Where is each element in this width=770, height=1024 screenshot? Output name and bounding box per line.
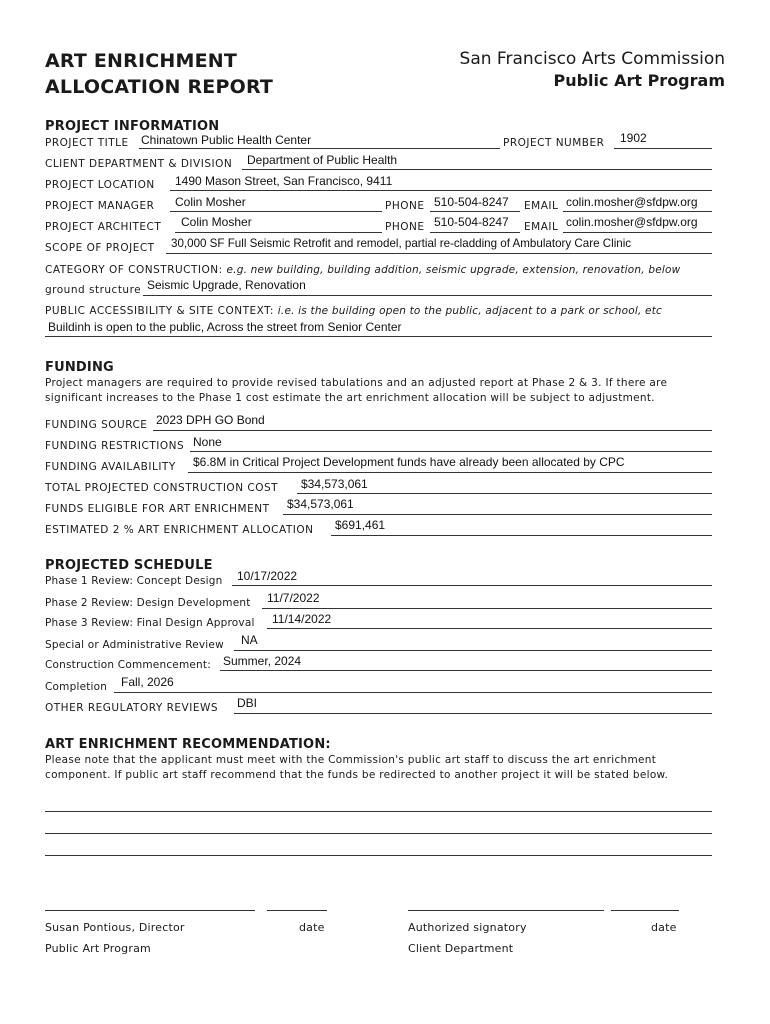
architect-email-label: EMAIL	[524, 221, 559, 233]
funding-source-field[interactable]: 2023 DPH GO Bond	[156, 413, 265, 427]
phase3-label: Phase 3 Review: Final Design Approval	[45, 617, 255, 629]
phase3-line	[267, 628, 712, 629]
project-number-line	[614, 148, 712, 149]
other-reviews-field[interactable]: DBI	[237, 696, 258, 710]
total-cost-field[interactable]: $34,573,061	[301, 477, 368, 491]
funding-availability-field[interactable]: $6.8M in Critical Project Development funds have already been allocated by CPC	[193, 455, 625, 469]
project-number-label: PROJECT NUMBER	[503, 137, 605, 149]
manager-email-label: EMAIL	[524, 200, 559, 212]
phase2-field[interactable]: 11/7/2022	[267, 591, 320, 605]
signatory-date-label: date	[651, 921, 677, 934]
phase1-label: Phase 1 Review: Concept Design	[45, 575, 223, 587]
accessibility-label-text: PUBLIC ACCESSIBILITY & SITE CONTEXT:	[45, 305, 274, 317]
manager-phone-label: PHONE	[385, 200, 425, 212]
accessibility-field[interactable]: Buildinh is open to the public, Across the street from Senior Center	[48, 320, 402, 334]
scope-label: SCOPE OF PROJECT	[45, 242, 155, 254]
funding-note-line2: significant increases to the Phase 1 cost estimate the art enrichment allocation will be subject to adjustment.	[45, 391, 655, 404]
category-label-continued: ground structure	[45, 284, 142, 296]
funding-restrictions-line	[190, 451, 712, 452]
funding-restrictions-field[interactable]: None	[193, 435, 222, 449]
estimated-allocation-label: ESTIMATED 2 % ART ENRICHMENT ALLOCATION	[45, 524, 314, 536]
recommendation-note-line1: Please note that the applicant must meet with the Commission's public art staff to discuss the art enrichment	[45, 754, 657, 766]
other-reviews-label: OTHER REGULATORY REVIEWS	[45, 702, 218, 714]
project-location-line	[170, 190, 712, 191]
project-location-label: PROJECT LOCATION	[45, 179, 155, 191]
recommendation-line-1[interactable]	[45, 811, 712, 812]
completion-label: Completion	[45, 681, 108, 693]
eligible-funds-field[interactable]: $34,573,061	[287, 497, 354, 511]
estimated-allocation-field[interactable]: $691,461	[335, 518, 386, 532]
manager-email-line	[563, 211, 712, 212]
funding-availability-line	[188, 472, 712, 473]
funding-note	[45, 376, 667, 405]
project-architect-field[interactable]: Colin Mosher	[181, 215, 252, 229]
accessibility-label	[45, 305, 662, 317]
project-number-field[interactable]: 1902	[620, 131, 647, 145]
project-title-line	[139, 148, 500, 149]
special-review-line	[234, 650, 712, 651]
eligible-funds-label: FUNDS ELIGIBLE FOR ART ENRICHMENT	[45, 503, 270, 515]
other-reviews-line	[234, 713, 712, 714]
special-review-field[interactable]: NA	[241, 633, 258, 647]
category-line	[143, 295, 712, 296]
client-department-label: CLIENT DEPARTMENT & DIVISION	[45, 158, 233, 170]
signatory-department: Client Department	[408, 942, 514, 955]
phase2-label: Phase 2 Review: Design Development	[45, 597, 251, 609]
total-cost-line	[297, 493, 712, 494]
eligible-funds-line	[283, 514, 712, 515]
director-name: Susan Pontious, Director	[45, 921, 185, 934]
accessibility-hint: i.e. is the building open to the public, adjacent to a park or school, etc	[277, 305, 662, 317]
manager-phone-line	[430, 211, 520, 212]
funding-note-line1: Project managers are required to provide revised tabulations and an adjusted report at Phase 2 & 3. If there are	[45, 377, 668, 389]
total-cost-label: TOTAL PROJECTED CONSTRUCTION COST	[45, 482, 279, 494]
report-title-line2: ALLOCATION REPORT	[45, 76, 274, 98]
accessibility-line	[45, 336, 712, 337]
director-program: Public Art Program	[45, 942, 151, 955]
report-title	[45, 48, 273, 100]
phase1-field[interactable]: 10/17/2022	[237, 569, 298, 583]
architect-email-line	[563, 232, 712, 233]
program-name: Public Art Program	[553, 71, 725, 90]
client-department-field[interactable]: Department of Public Health	[247, 153, 398, 167]
architect-phone-line	[430, 232, 520, 233]
category-field[interactable]: Seismic Upgrade, Renovation	[147, 278, 306, 292]
project-architect-line	[175, 232, 382, 233]
schedule-heading: PROJECTED SCHEDULE	[45, 558, 213, 573]
project-manager-field[interactable]: Colin Mosher	[175, 195, 246, 209]
architect-email-field[interactable]: colin.mosher@sfdpw.org	[566, 215, 698, 229]
funding-heading: FUNDING	[45, 360, 114, 375]
project-manager-line	[170, 211, 382, 212]
estimated-allocation-line	[331, 535, 712, 536]
project-title-label: PROJECT TITLE	[45, 137, 129, 149]
scope-field[interactable]: 30,000 SF Full Seismic Retrofit and remodel, partial re-cladding of Ambulatory Care Clinic	[171, 237, 632, 250]
signatory-date-line[interactable]	[611, 910, 679, 911]
special-review-label: Special or Administrative Review	[45, 639, 224, 651]
project-information-heading: PROJECT INFORMATION	[45, 119, 220, 134]
report-title-line1: ART ENRICHMENT	[45, 50, 238, 72]
project-manager-label: PROJECT MANAGER	[45, 200, 155, 212]
director-date-label: date	[299, 921, 325, 934]
funding-source-label: FUNDING SOURCE	[45, 419, 148, 431]
phase1-line	[232, 585, 712, 586]
project-title-field[interactable]: Chinatown Public Health Center	[141, 133, 312, 147]
funding-restrictions-label: FUNDING RESTRICTIONS	[45, 440, 185, 452]
architect-phone-field[interactable]: 510-504-8247	[434, 215, 509, 229]
completion-field[interactable]: Fall, 2026	[121, 675, 174, 689]
category-label-text: CATEGORY OF CONSTRUCTION:	[45, 264, 223, 276]
category-label	[45, 264, 680, 276]
organization-header	[460, 48, 725, 92]
funding-source-line	[153, 430, 712, 431]
scope-line	[166, 253, 712, 254]
director-date-line[interactable]	[267, 910, 327, 911]
manager-email-field[interactable]: colin.mosher@sfdpw.org	[566, 195, 698, 209]
recommendation-heading: ART ENRICHMENT RECOMMENDATION:	[45, 737, 331, 752]
project-architect-label: PROJECT ARCHITECT	[45, 221, 162, 233]
recommendation-line-3[interactable]	[45, 855, 712, 856]
category-hint: e.g. new building, building addition, seismic upgrade, extension, renovation, below	[226, 264, 681, 276]
project-location-field[interactable]: 1490 Mason Street, San Francisco, 9411	[175, 174, 393, 188]
manager-phone-field[interactable]: 510-504-8247	[434, 195, 509, 209]
signatory-signature-line[interactable]	[408, 910, 604, 911]
director-signature-line[interactable]	[45, 910, 255, 911]
construction-commencement-field[interactable]: Summer, 2024	[223, 654, 302, 668]
signatory-title: Authorized signatory	[408, 921, 527, 934]
completion-line	[114, 692, 712, 693]
phase2-line	[262, 608, 712, 609]
construction-commencement-label: Construction Commencement:	[45, 659, 211, 671]
construction-commencement-line	[220, 670, 712, 671]
client-department-line	[242, 169, 712, 170]
funding-availability-label: FUNDING AVAILABILITY	[45, 461, 176, 473]
architect-phone-label: PHONE	[385, 221, 425, 233]
recommendation-line-2[interactable]	[45, 833, 712, 834]
recommendation-note-line2: component. If public art staff recommend that the funds be redirected to another project it will be stated below.	[45, 768, 669, 781]
organization-name: San Francisco Arts Commission	[459, 49, 725, 69]
recommendation-note	[45, 753, 668, 782]
phase3-field[interactable]: 11/14/2022	[272, 612, 332, 626]
